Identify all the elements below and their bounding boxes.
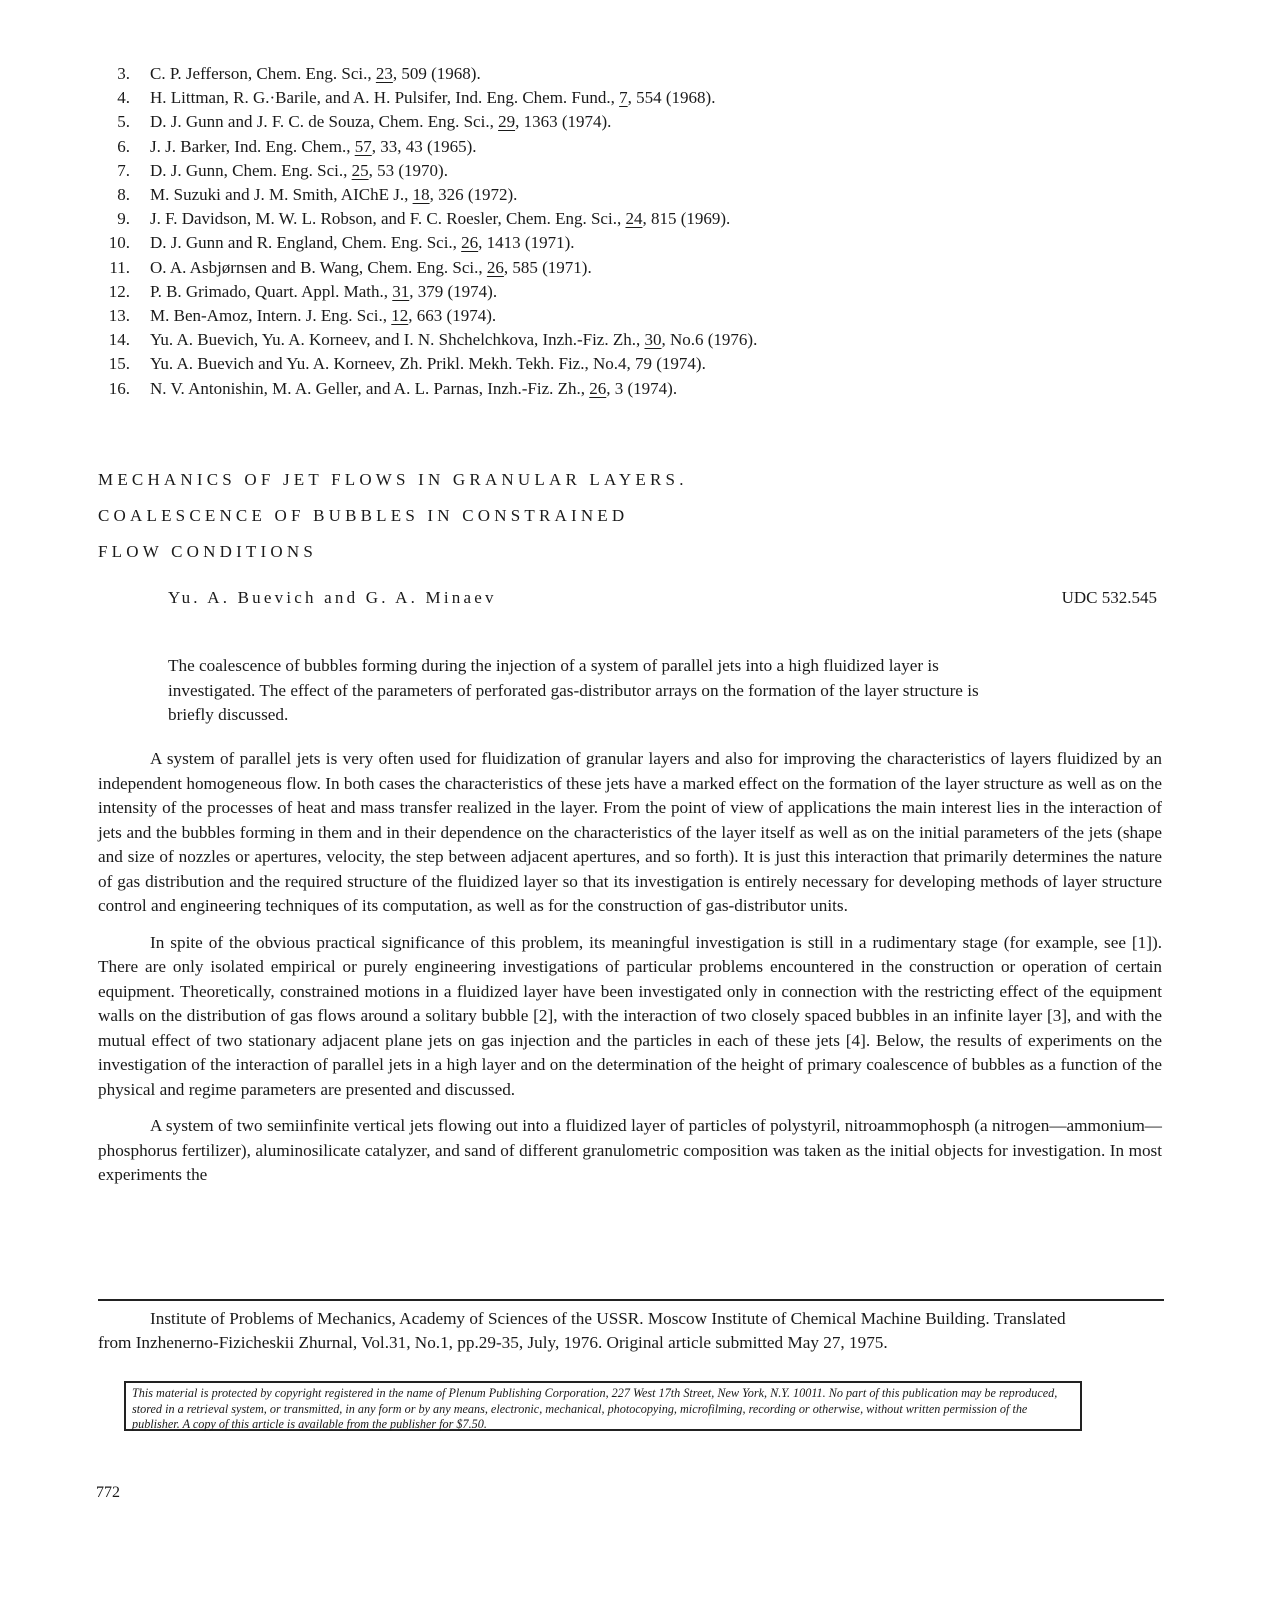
reference-number: 8. [117,185,130,205]
reference-text: P. B. Grimado, Quart. Appl. Math., 31, 379 (1974). [150,281,498,301]
reference-number: 13. [108,306,130,326]
body-paragraph: A system of two semiinfinite vertical jets flowing out into a fluidized layer of particles of polystyril, nitroammophosph (a nitrogen—ammonium—phosphorus fertilizer), aluminosilicate catalyzer, and sand of different granulometric composition was taken as the initial objects for investigation. In most experiments the [98,1116,1162,1184]
reference-item [98,159,1178,183]
reference-item [98,304,1178,328]
reference-item [98,231,1178,255]
volume-number: 26 [486,257,504,277]
reference-item [98,62,1178,86]
reference-number: 9. [117,209,130,229]
authors: Yu. A. Buevich and G. A. Minaev [168,588,497,607]
reference-item [98,207,1178,231]
affiliation-footnote: Institute of Problems of Mechanics, Academy of Sciences of the USSR. Moscow Institute of Chemical Machine Building. Translated from Inzhenerno-Fizicheskii Zhurnal, Vol.31, No.1, pp.29-35, July, 1976. Original article submitted May 27, 1975. [98,1309,1066,1352]
article-body [98,747,1162,1200]
reference-item [98,183,1178,207]
reference-item [98,135,1178,159]
reference-text: Yu. A. Buevich and Yu. A. Korneev, Zh. Prikl. Mekh. Tekh. Fiz., No.4, 79 (1974). [150,354,706,374]
reference-number: 7. [117,160,130,180]
reference-number: 5. [117,112,130,132]
body-paragraph: In spite of the obvious practical significance of this problem, its meaningful investigation is still in a rudimentary stage (for example, see [1]). There are only isolated empirical or purely engineering investigations of particular problems encountered in the construction or operation of certain equipment. Theoretically, constrained motions in a fluidized layer have been investigated only in connection with the restricting effect of the equipment walls on the distribution of gas flows around a solitary bubble [2], with the interaction of two closely spaced bubbles in an infinite layer [3], and with the mutual effect of two stationary adjacent plane jets on gas injection and the particles in each of these jets [4]. Below, the results of experiments on the investigation of the interaction of parallel jets in a high layer and on the determination of the height of primary coalescence of bubbles as a function of the physical and regime parameters are presented and discussed. [98,932,1162,1099]
reference-item [98,256,1178,280]
reference-text: J. F. Davidson, M. W. L. Robson, and F. C. Roesler, Chem. Eng. Sci., 24, 815 (1969). [150,209,731,229]
volume-number: 57 [354,136,372,156]
volume-number: 26 [589,378,607,398]
reference-text: M. Ben-Amoz, Intern. J. Eng. Sci., 12, 663 (1974). [150,306,497,326]
volume-number: 24 [625,209,643,229]
volume-number: 30 [644,330,662,350]
reference-text: D. J. Gunn and J. F. C. de Souza, Chem. Eng. Sci., 29, 1363 (1974). [150,112,612,132]
abstract: The coalescence of bubbles forming during the injection of a system of parallel jets into a high fluidized layer is investigated. The effect of the parameters of perforated gas-distributor arrays on the formation of the layer structure is briefly discussed. [168,656,979,724]
reference-number: 11. [109,257,130,277]
udc-code: UDC 532.545 [1061,588,1157,607]
reference-text: J. J. Barker, Ind. Eng. Chem., 57, 33, 43 (1965). [150,136,477,156]
reference-number: 15. [108,354,130,374]
footnote-divider [98,1299,1164,1301]
body-paragraph: A system of parallel jets is very often used for fluidization of granular layers and also for improving the characteristics of layers fluidized by an independent homogeneous flow. In both cases the characteristics of these jets have a marked effect on the formation of the layer structure as well as on the intensity of the processes of heat and mass transfer realized in the layer. From the point of view of applications the main interest lies in the interaction of jets and the bubbles forming in them and in their dependence on the characteristics of the layer itself as well as on the initial parameters of the jets (shape and size of nozzles or apertures, velocity, the step between adjacent apertures, and so forth). It is just this interaction that primarily determines the nature of gas distribution and the required structure of the fluidized layer so that its investigation is entirely necessary for developing methods of layer structure control and engineering techniques of its computation, as well as for the construction of gas-distributor units. [98,749,1162,915]
article-title-line-1: MECHANICS OF JET FLOWS IN GRANULAR LAYERS. [98,470,688,489]
reference-number: 4. [117,88,130,108]
copyright-notice: This material is protected by copyright registered in the name of Plenum Publishing Corporation, 227 West 17th Street, New York, N.Y. 10011. No part of this publication may be reproduced, stored in a retrieval system, or transmitted, in any form or by any means, electronic, mechanical, photocopying, microfilming, recording or otherwise, without written permission of the publisher. A copy of this article is available from the publisher for $7.50. [124,1381,1082,1431]
reference-text: Yu. A. Buevich, Yu. A. Korneev, and I. N. Shchelchkova, Inzh.-Fiz. Zh., 30, No.6 (1976). [150,330,758,350]
volume-number: 23 [375,64,393,83]
volume-number: 12 [391,306,409,326]
reference-item [98,352,1178,376]
reference-number: 14. [108,330,130,350]
reference-text: M. Suzuki and J. M. Smith, AIChE J., 18, 326 (1972). [150,185,518,205]
reference-number: 12. [108,281,130,301]
reference-item [98,280,1178,304]
article-title-line-2: COALESCENCE OF BUBBLES IN CONSTRAINED [98,506,629,525]
volume-number: 25 [351,160,369,180]
reference-text: O. A. Asbjørnsen and B. Wang, Chem. Eng. Sci., 26, 585 (1971). [150,257,592,277]
reference-number: 6. [117,136,130,156]
reference-text: H. Littman, R. G.·Barile, and A. H. Pulsifer, Ind. Eng. Chem. Fund., 7, 554 (1968). [150,88,716,108]
volume-number: 29 [498,112,516,132]
reference-item [98,328,1178,352]
article-title-line-3: FLOW CONDITIONS [98,542,317,561]
reference-item [98,110,1178,134]
reference-text: N. V. Antonishin, M. A. Geller, and A. L. Parnas, Inzh.-Fiz. Zh., 26, 3 (1974). [150,378,678,398]
volume-number: 18 [412,185,430,205]
volume-number: 7 [619,88,628,108]
reference-text: C. P. Jefferson, Chem. Eng. Sci., 23, 509 (1968). [150,64,481,83]
volume-number: 31 [392,281,410,301]
reference-number: 10. [108,233,130,253]
reference-number: 3. [117,64,130,83]
page-number: 772 [96,1484,120,1501]
reference-list [98,62,1178,401]
volume-number: 26 [461,233,479,253]
reference-text: D. J. Gunn, Chem. Eng. Sci., 25, 53 (1970). [150,160,448,180]
reference-number: 16. [108,378,130,398]
reference-item [98,86,1178,110]
reference-item [98,377,1178,401]
reference-text: D. J. Gunn and R. England, Chem. Eng. Sci., 26, 1413 (1971). [150,233,575,253]
